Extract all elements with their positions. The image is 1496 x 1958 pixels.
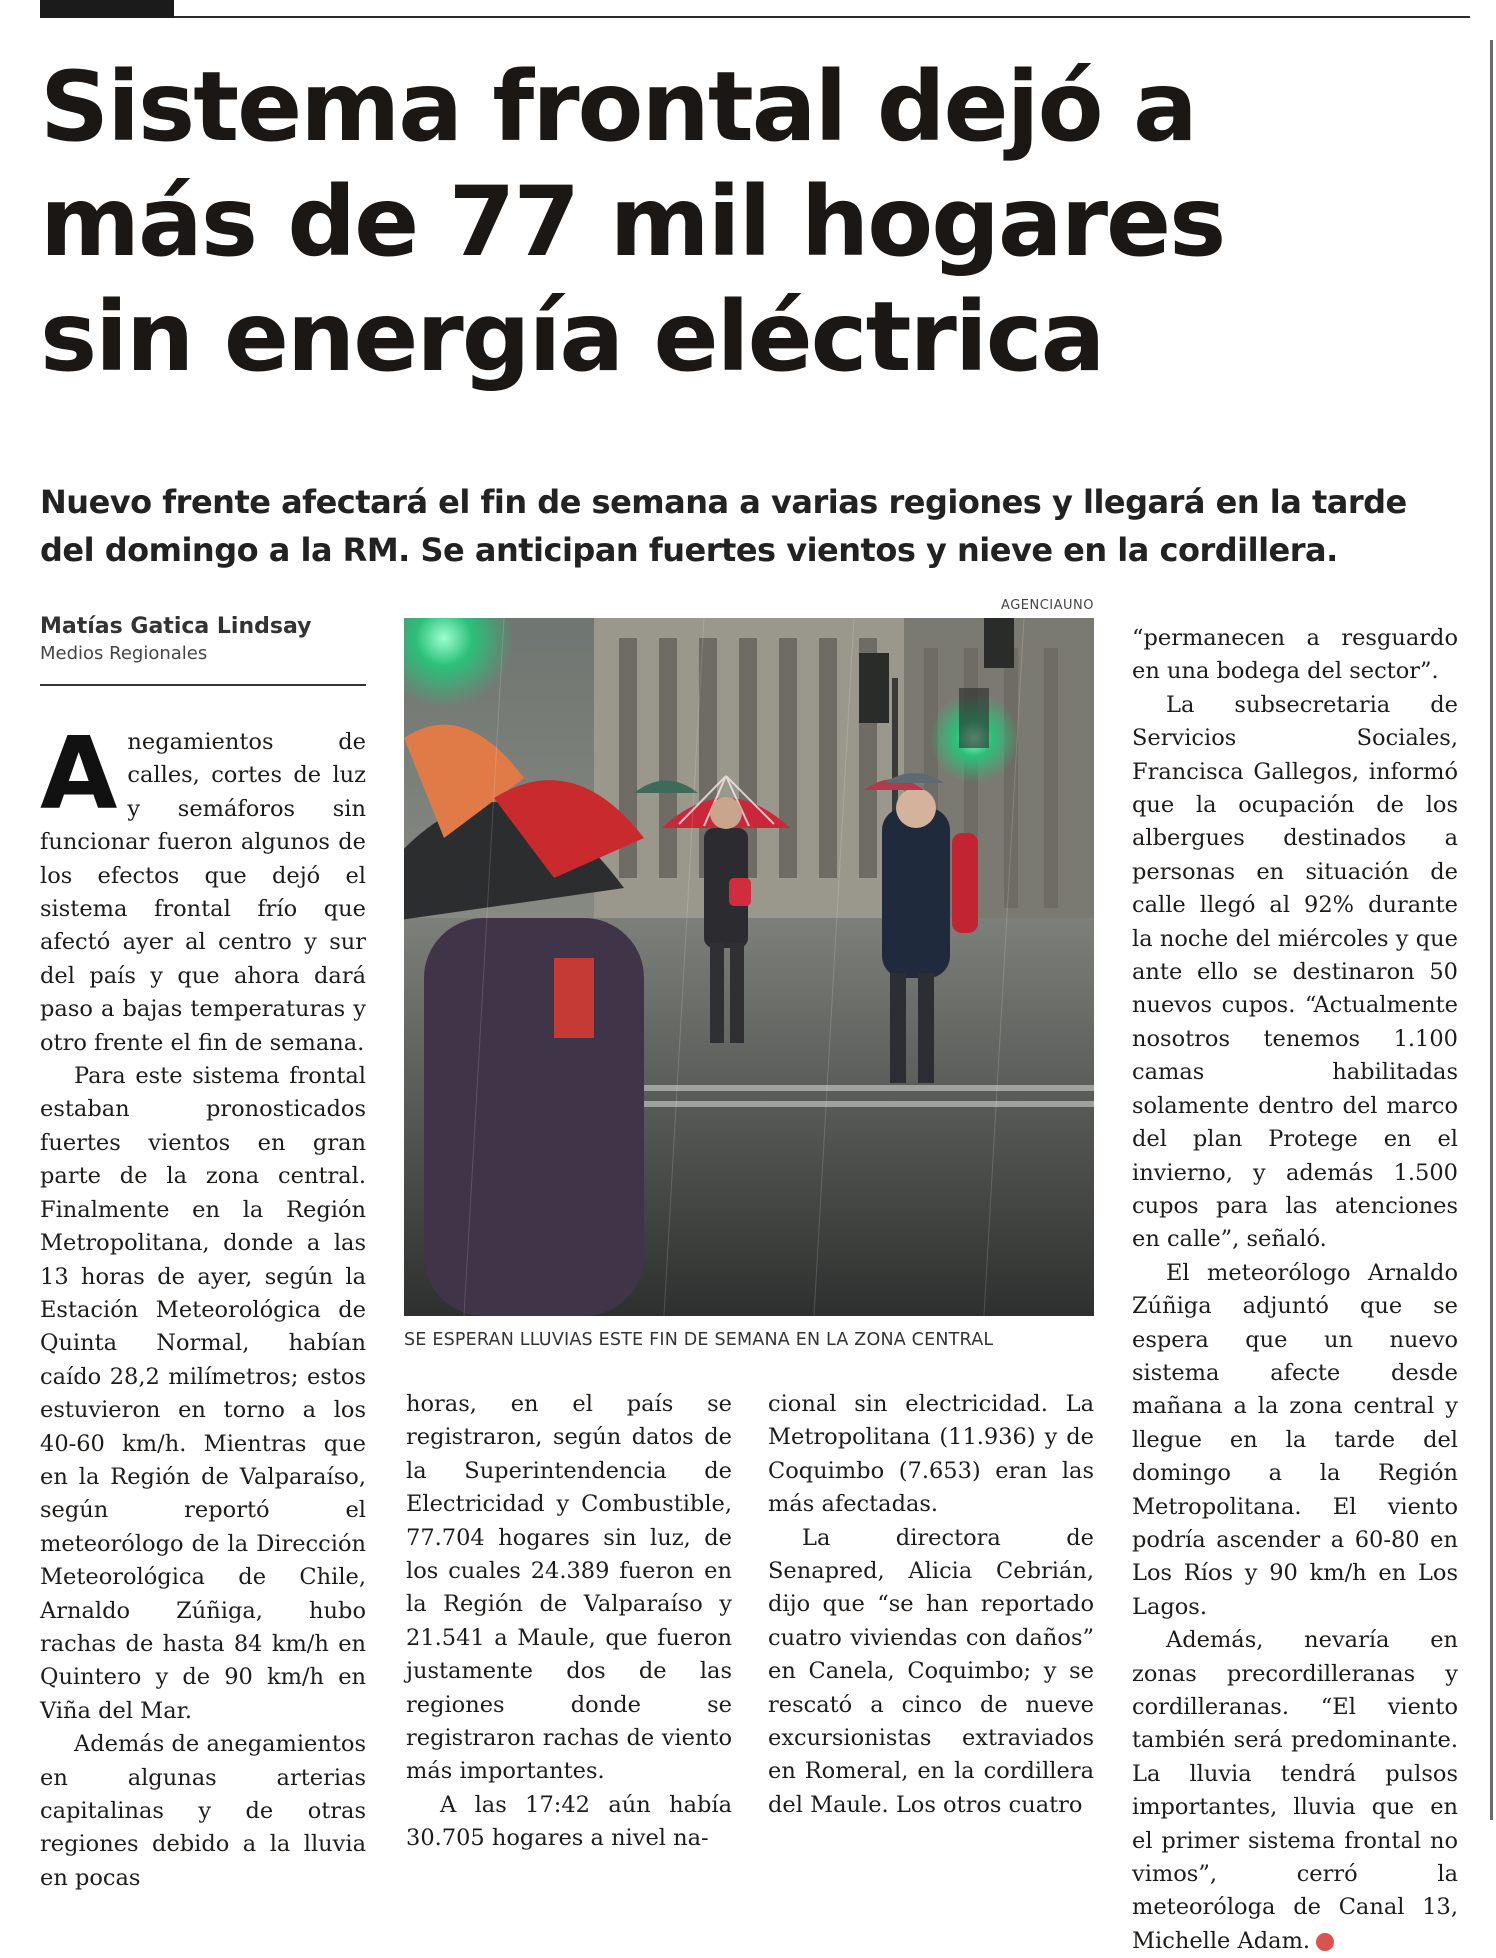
headline: [40, 50, 1460, 395]
headline-line: sin energía eléctrica: [40, 281, 1104, 393]
photo-caption: SE ESPERAN LLUVIAS ESTE FIN DE SEMANA EN LA ZONA CENTRAL: [404, 1330, 994, 1350]
photo-credit: AGENCIAUNO: [1001, 598, 1094, 613]
article-paragraph: La directora de Senapred, Alicia Cebrián, dijo que “se han reportado cuatro viviendas con daños” en Canela, Coquimbo; y se rescató a cinco de nueve excursionistas extraviados en Romeral, en la cordillera del Maule. Los otros cuatro: [768, 1524, 1094, 1818]
article-column-2: [406, 1388, 732, 1856]
article-column-1: [40, 715, 366, 1895]
paragraph-text: negamientos de calles, cortes de luz y semáforos sin funcionar fueron algunos de los efectos que dejó el sistema frontal frío que afectó ayer al centro y sur del país y que ahora dará paso a bajas temperaturas y otro frente el fin de semana.: [40, 729, 366, 1056]
author-outlet: Medios Regionales: [40, 643, 208, 664]
article-paragraph: El meteorólogo Arnaldo Zúñiga adjuntó que se espera que un nuevo sistema afecte desde mañana a la zona central y llegue en la tarde del domingo a la Región Metropolitana. El viento podría ascender a 60-80 en Los Ríos y 90 km/h en Los Lagos.: [1132, 1259, 1458, 1620]
headline-line: más de 77 mil hogares: [40, 166, 1225, 278]
article-paragraph: Para este sistema frontal estaban pronosticados fuertes vientos en gran parte de la zona central. Finalmente en la Región Metropolitana, donde a las 13 horas de ayer, según la Estación Meteorológica de Quinta Normal, habían caído 28,2 milímetros; estos estuvieron en torno a los 40-60 km/h. Mientras que en la Región de Valparaíso, según reportó el meteorólogo de la Dirección Meteorológica de Chile, Arnaldo Zúñiga, hubo rachas de hasta 84 km/h en Quintero y de 90 km/h en Viña del Mar.: [40, 1063, 366, 1724]
article-paragraph: La subsecretaria de Servicios Sociales, Francisca Gallegos, informó que la ocupación de los albergues destinados a personas en situación de calle llegó al 92% durante la noche del miércoles y que ante ello se destinaron 50 nuevos cupos. “Actualmente nosotros tenemos 1.100 camas habilitadas solamente dentro del marco del plan Protege en el invierno, y además 1.500 cupos para las atenciones en calle”, señaló.: [1132, 691, 1458, 1253]
article-paragraph: horas, en el país se registraron, según datos de la Superintendencia de Electricidad y Combustible, 77.704 hogares sin luz, de los cuales 24.389 fueron en la Región de Valparaíso y 21.541 a Maule, que fueron justamente dos de las regiones donde se registraron rachas de viento más importantes.: [406, 1391, 732, 1785]
drop-cap: A: [40, 715, 118, 832]
article-photo: [404, 618, 1094, 1316]
deck-subtitle: Nuevo frente afectará el fin de semana a varias regiones y llegará en la tarde del domingo a la RM. Se anticipan fuertes vientos y nieve en la cordillera.: [40, 483, 1407, 569]
headline-line: Sistema frontal dejó a: [40, 51, 1196, 163]
article-paragraph: [40, 715, 366, 1060]
article-paragraph: “permanecen a resguardo en una bodega del sector”.: [1132, 625, 1458, 685]
author-name: Matías Gatica Lindsay: [40, 614, 312, 639]
article-paragraph: cional sin electricidad. La Metropolitana (11.936) y de Coquimbo (7.653) eran las más afectadas.: [768, 1391, 1094, 1518]
article-paragraph: Además de anegamientos en algunas arterias capitalinas y de otras regiones debido a la lluvia en pocas: [40, 1731, 366, 1891]
end-of-article-icon: ✪: [1316, 1933, 1334, 1951]
article-column-3: [768, 1388, 1094, 1822]
section-marker: [40, 0, 174, 18]
byline: [40, 612, 366, 666]
top-rule: [174, 16, 1470, 18]
article-paragraph: A las 17:42 aún había 30.705 hogares a nivel na-: [406, 1791, 732, 1852]
article-paragraph: [1132, 1624, 1458, 1958]
page-edge-rule: [1490, 40, 1493, 1820]
byline-rule: [40, 684, 366, 686]
paragraph-text: Además, nevaría en zonas precordilleranas y cordilleranas. “El viento también será predominante. La lluvia tendrá pulsos importantes, lluvia que en el primer sistema frontal no vimos”, cerró la meteoróloga de Canal 13, Michelle Adam.: [1132, 1627, 1458, 1954]
article-column-4: [1132, 622, 1458, 1958]
rainy-street-photo: [404, 618, 1094, 1316]
